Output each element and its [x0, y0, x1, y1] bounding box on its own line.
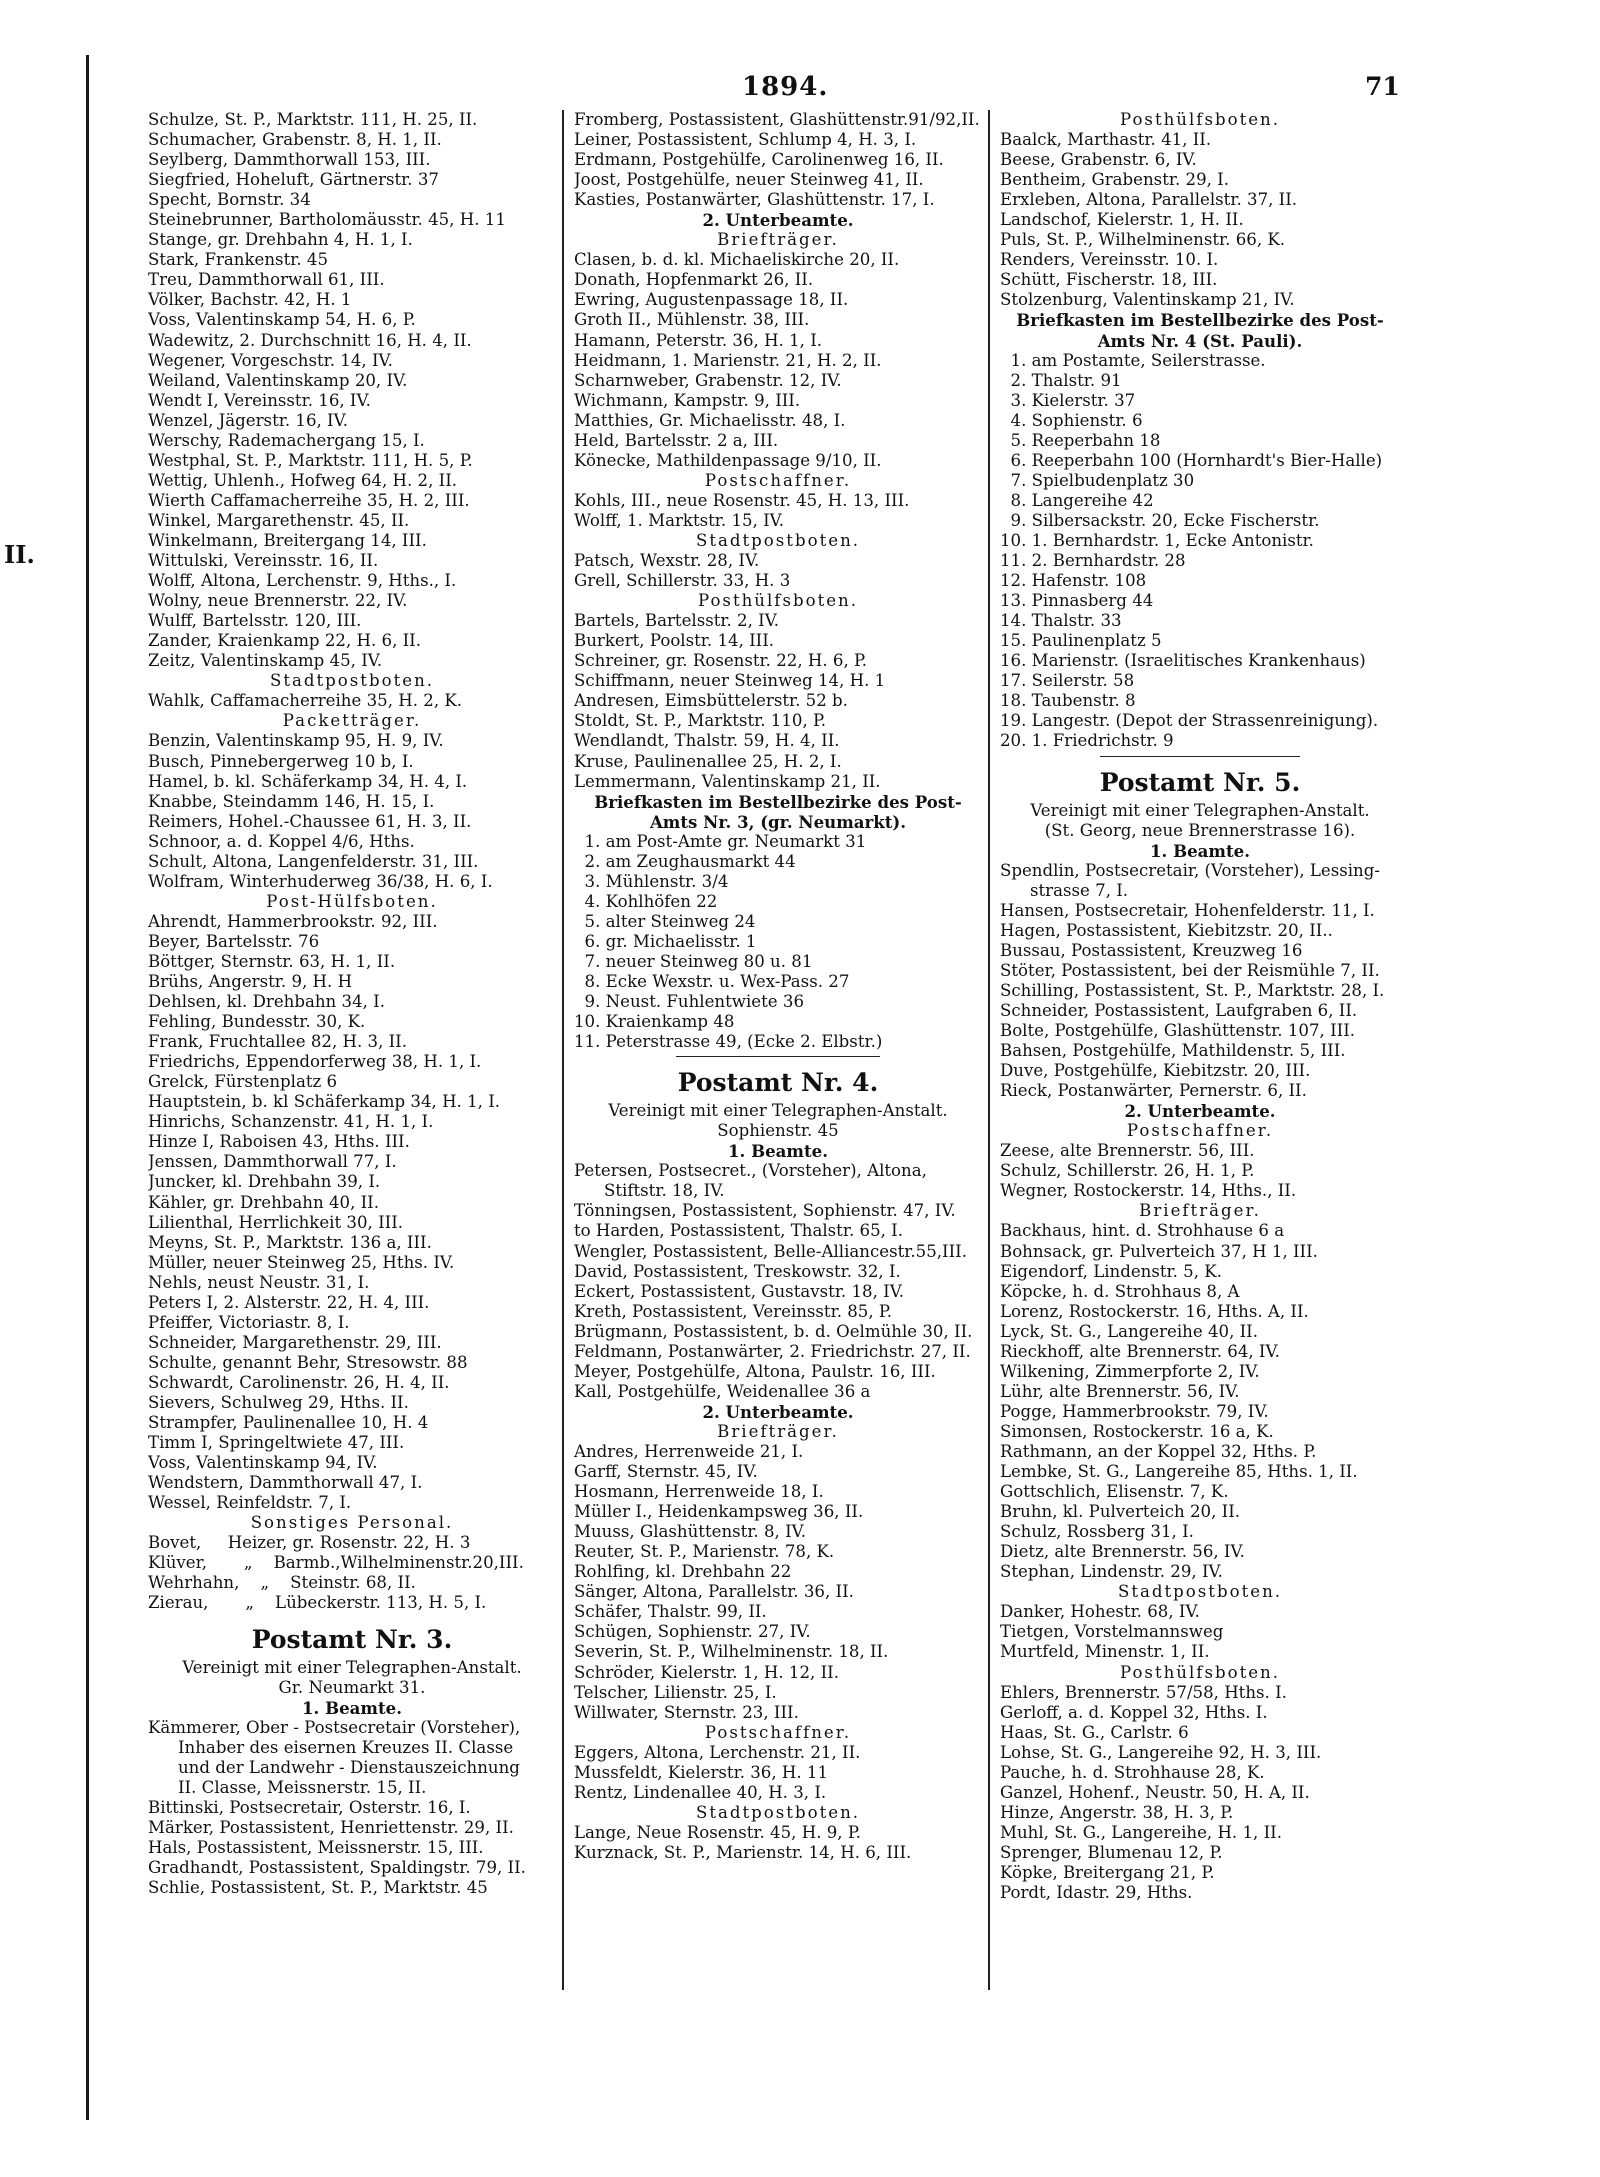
briefkasten-heading: Amts Nr. 3, (gr. Neumarkt).	[649, 811, 907, 832]
directory-entry: Busch, Pinnebergerweg 10 b, I.	[148, 751, 414, 771]
page-year: 1894.	[742, 72, 829, 102]
directory-entry: Lyck, St. G., Langereihe 40, II.	[1000, 1321, 1259, 1341]
directory-entry: Schröder, Kielerstr. 1, H. 12, II.	[574, 1662, 839, 1682]
directory-entry: Zeitz, Valentinskamp 45, IV.	[148, 651, 383, 671]
section-heading: Briefträger.	[717, 230, 839, 250]
section-heading: Post-Hülfsboten.	[266, 891, 438, 911]
directory-entry: Rathmann, an der Koppel 32, Hths. P.	[1000, 1442, 1317, 1461]
directory-entry: Gottschlich, Elisenstr. 7, K.	[1000, 1482, 1229, 1502]
column-right	[1000, 110, 1400, 1990]
directory-entry: Nehls, neust Neustr. 31, I.	[148, 1272, 370, 1292]
directory-entry: Eckert, Postassistent, Gustavstr. 18, IV.	[574, 1281, 905, 1301]
directory-entry: Schulz, Rossberg 31, I.	[1000, 1522, 1194, 1542]
entry-continuation: und der Landwehr - Dienstauszeichnung	[178, 1757, 520, 1777]
directory-entry: 7. Spielbudenplatz 30	[1000, 470, 1195, 490]
directory-entry: 20. 1. Friedrichstr. 9	[1000, 731, 1174, 751]
directory-entry: Pauche, h. d. Strohhause 28, K.	[1000, 1762, 1265, 1782]
previous-page-edge	[0, 55, 88, 2120]
subsection-heading: 1. Beamte.	[728, 1141, 828, 1162]
directory-entry: Wessel, Reinfeldstr. 7, I.	[148, 1493, 352, 1513]
directory-entry: Weiland, Valentinskamp 20, IV.	[148, 370, 408, 390]
section-heading: Posthülfsboten.	[1119, 110, 1281, 129]
directory-entry: Wegner, Rostockerstr. 14, Hths., II.	[1000, 1181, 1297, 1201]
directory-entry: Hamann, Peterstr. 36, H. 1, I.	[574, 330, 823, 350]
directory-entry: Schiffmann, neuer Steinweg 14, H. 1	[574, 671, 886, 691]
directory-entry: Severin, St. P., Wilhelminenstr. 18, II.	[574, 1642, 889, 1662]
directory-entry: Hinze I, Raboisen 43, Hths. III.	[148, 1132, 410, 1152]
directory-entry: Kruse, Paulinenallee 25, H. 2, I.	[574, 751, 842, 771]
directory-entry: Steinebrunner, Bartholomäusstr. 45, H. 11	[148, 210, 506, 230]
directory-entry: Frank, Fruchtallee 82, H. 3, II.	[148, 1032, 408, 1052]
directory-entry: Eigendorf, Lindenstr. 5, K.	[1000, 1261, 1222, 1281]
directory-entry: Wilkening, Zimmerpforte 2, IV.	[1000, 1361, 1260, 1381]
directory-entry: Knabbe, Steindamm 146, H. 15, I.	[148, 791, 435, 811]
directory-entry: Beyer, Bartelsstr. 76	[148, 931, 320, 951]
directory-entry: Stoldt, St. P., Marktstr. 110, P.	[574, 711, 827, 731]
directory-entry: Murtfeld, Minenstr. 1, II.	[1000, 1642, 1210, 1662]
directory-entry: Muhl, St. G., Langereihe, H. 1, II.	[1000, 1822, 1282, 1842]
directory-entry: Wichmann, Kampstr. 9, III.	[574, 390, 801, 410]
directory-entry: Schnoor, a. d. Koppel 4/6, Hths.	[148, 831, 415, 851]
directory-entry: Meyer, Postgehülfe, Altona, Paulstr. 16, III.	[574, 1361, 936, 1381]
directory-entry: Lilienthal, Herrlichkeit 30, III.	[148, 1212, 404, 1232]
directory-entry: Wendt I, Vereinsstr. 16, IV.	[148, 390, 371, 410]
directory-entry: Bolte, Postgehülfe, Glashüttenstr. 107, III.	[1000, 1021, 1356, 1041]
section-rule	[676, 1056, 880, 1057]
directory-entry: Stange, gr. Drehbahn 4, H. 1, I.	[148, 230, 413, 250]
directory-entry: Hinrichs, Schanzenstr. 41, H. 1, I.	[148, 1112, 434, 1132]
directory-entry: Kall, Postgehülfe, Weidenallee 36 a	[574, 1381, 871, 1401]
directory-entry: 5. alter Steinweg 24	[574, 911, 756, 931]
directory-entry: Gerloff, a. d. Koppel 32, Hths. I.	[1000, 1702, 1268, 1722]
directory-entry: Hansen, Postsecretair, Hohenfelderstr. 11, I.	[1000, 900, 1375, 920]
directory-entry: Benzin, Valentinskamp 95, H. 9, IV.	[148, 731, 444, 751]
directory-entry: Pordt, Idastr. 29, Hths.	[1000, 1883, 1193, 1903]
directory-entry: Seylberg, Dammthorwall 153, III.	[148, 150, 431, 170]
directory-entry: Groth II., Mühlenstr. 38, III.	[574, 310, 810, 330]
directory-entry: 3. Kielerstr. 37	[1000, 390, 1136, 410]
postamt-subtitle: (St. Georg, neue Brennerstrasse 16).	[1044, 820, 1356, 840]
directory-entry: Zierau, „ Lübeckerstr. 113, H. 5, I.	[148, 1593, 487, 1613]
directory-entry: Lühr, alte Brennerstr. 56, IV.	[1000, 1381, 1240, 1401]
directory-entry: Bohnsack, gr. Pulverteich 37, H 1, III.	[1000, 1241, 1318, 1261]
directory-entry: Schügen, Sophienstr. 27, IV.	[574, 1622, 811, 1642]
directory-entry: 8. Ecke Wexstr. u. Wex-Pass. 27	[574, 972, 850, 992]
directory-entry: Scharnweber, Grabenstr. 12, IV.	[574, 370, 842, 390]
directory-entry: Specht, Bornstr. 34	[148, 190, 311, 210]
directory-entry: Hauptstein, b. kl Schäferkamp 34, H. 1, I.	[148, 1092, 501, 1112]
subsection-heading: 2. Unterbeamte.	[702, 1401, 854, 1422]
directory-entry: Hamel, b. kl. Schäferkamp 34, H. 4, I.	[148, 771, 468, 791]
directory-entry: Voss, Valentinskamp 54, H. 6, P.	[148, 310, 416, 330]
directory-entry: Ganzel, Hohenf., Neustr. 50, H. A, II.	[1000, 1782, 1310, 1802]
directory-entry: Voss, Valentinskamp 94, IV.	[148, 1453, 378, 1473]
directory-entry: Ahrendt, Hammerbrookstr. 92, III.	[148, 911, 438, 931]
directory-entry: Stephan, Lindenstr. 29, IV.	[1000, 1562, 1223, 1582]
directory-entry: Friedrichs, Eppendorferweg 38, H. 1, I.	[148, 1052, 482, 1072]
directory-entry: Treu, Dammthorwall 61, III.	[148, 270, 385, 290]
directory-entry: Schulte, genannt Behr, Stresowstr. 88	[148, 1352, 468, 1372]
directory-entry: Wehrhahn, „ Steinstr. 68, II.	[148, 1573, 416, 1593]
directory-entry: Muuss, Glashüttenstr. 8, IV.	[574, 1522, 806, 1542]
directory-entry: Puls, St. P., Wilhelminenstr. 66, K.	[1000, 230, 1286, 250]
directory-entry: 3. Mühlenstr. 3/4	[574, 871, 729, 891]
directory-entry: Hinze, Angerstr. 38, H. 3, P.	[1000, 1802, 1234, 1822]
directory-entry: 4. Sophienstr. 6	[1000, 410, 1143, 430]
directory-entry: 19. Langestr. (Depot der Strassenreinigung).	[1000, 711, 1379, 731]
directory-entry: Schulze, St. P., Marktstr. 111, H. 25, II.	[148, 110, 478, 129]
directory-entry: Brügmann, Postassistent, b. d. Oelmühle 30, II.	[574, 1321, 973, 1341]
section-heading: Sonstiges Personal.	[250, 1513, 454, 1533]
directory-entry: Winkel, Margarethenstr. 45, II.	[148, 510, 410, 530]
directory-entry: Sänger, Altona, Parallelstr. 36, II.	[574, 1582, 854, 1602]
directory-entry: Böttger, Sternstr. 63, H. 1, II.	[148, 951, 396, 971]
directory-entry: Grelck, Fürstenplatz 6	[148, 1072, 338, 1092]
directory-entry: Eggers, Altona, Lerchenstr. 21, II.	[574, 1742, 861, 1762]
column-left	[148, 110, 556, 1990]
directory-entry: David, Postassistent, Treskowstr. 32, I.	[574, 1261, 901, 1281]
directory-entry: 7. neuer Steinweg 80 u. 81	[574, 951, 813, 971]
directory-entry: 10. Kraienkamp 48	[574, 1012, 735, 1032]
directory-entry: Siegfried, Hoheluft, Gärtnerstr. 37	[148, 170, 439, 190]
postamt-subtitle: Vereinigt mit einer Telegraphen-Anstalt.	[608, 1101, 948, 1121]
directory-entry: Fehling, Bundesstr. 30, K.	[148, 1012, 366, 1032]
directory-entry: to Harden, Postassistent, Thalstr. 65, I.	[574, 1221, 904, 1241]
directory-entry: Bruhn, kl. Pulverteich 20, II.	[1000, 1502, 1241, 1522]
directory-entry: Jenssen, Dammthorwall 77, I.	[148, 1152, 397, 1172]
directory-entry: Müller I., Heidenkampsweg 36, II.	[574, 1502, 864, 1522]
section-heading: Postschaffner.	[704, 470, 852, 490]
directory-entry: Lembke, St. G., Langereihe 85, Hths. 1, II.	[1000, 1462, 1358, 1482]
column-divider-2	[988, 110, 990, 1990]
directory-entry: Hals, Postassistent, Meissnerstr. 15, III.	[148, 1837, 484, 1857]
directory-entry: Landschof, Kielerstr. 1, H. II.	[1000, 210, 1244, 230]
section-heading: Stadtpostboten.	[269, 671, 435, 691]
directory-entry: Werschy, Rademachergang 15, I.	[148, 430, 425, 450]
directory-entry: Westphal, St. P., Marktstr. 111, H. 5, P.	[148, 450, 473, 470]
section-heading: Posthülfsboten.	[1119, 1662, 1281, 1682]
directory-entry: Völker, Bachstr. 42, H. 1	[148, 290, 352, 310]
section-rule	[1100, 756, 1300, 757]
column-middle	[574, 110, 982, 1990]
subsection-heading: 2. Unterbeamte.	[1124, 1101, 1276, 1122]
directory-entry: 9. Neust. Fuhlentwiete 36	[574, 992, 804, 1012]
directory-entry: Juncker, kl. Drehbahn 39, I.	[148, 1172, 381, 1192]
directory-entry: Klüver, „ Barmb.,Wilhelminenstr.20,III.	[148, 1553, 524, 1573]
directory-entry: Wendlandt, Thalstr. 59, H. 4, II.	[574, 731, 840, 751]
directory-entry: Wulff, Bartelsstr. 120, III.	[148, 611, 362, 631]
directory-entry: Schulz, Schillerstr. 26, H. 1, P.	[1000, 1161, 1255, 1181]
section-heading: Briefträger.	[1139, 1201, 1261, 1221]
directory-entry: Wahlk, Caffamacherreihe 35, H. 2, K.	[148, 691, 463, 711]
postamt-subtitle: Sophienstr. 45	[717, 1121, 839, 1141]
directory-entry: Müller, neuer Steinweg 25, Hths. IV.	[148, 1252, 455, 1272]
directory-entry: Dehlsen, kl. Drehbahn 34, I.	[148, 992, 386, 1012]
directory-entry: 10. 1. Bernhardstr. 1, Ecke Antonistr.	[1000, 530, 1314, 550]
directory-entry: Kämmerer, Ober - Postsecretair (Vorsteher),	[148, 1717, 521, 1737]
directory-entry: Timm I, Springeltwiete 47, III.	[148, 1433, 405, 1453]
directory-entry: Wadewitz, 2. Durchschnitt 16, H. 4, II.	[148, 330, 472, 350]
directory-entry: Wengler, Postassistent, Belle-Alliancestr.55,III.	[574, 1241, 967, 1261]
directory-entry: Stolzenburg, Valentinskamp 21, IV.	[1000, 290, 1295, 310]
directory-entry: 11. Peterstrasse 49, (Ecke 2. Elbstr.)	[574, 1032, 883, 1052]
directory-entry: Wenzel, Jägerstr. 16, IV.	[148, 410, 348, 430]
postamt-subtitle: Gr. Neumarkt 31.	[278, 1677, 426, 1697]
directory-entry: Rohlfing, kl. Drehbahn 22	[574, 1562, 792, 1582]
directory-entry: Schilling, Postassistent, St. P., Marktstr. 28, I.	[1000, 980, 1385, 1000]
directory-entry: Strampfer, Paulinenallee 10, H. 4	[148, 1413, 429, 1433]
directory-entry: Heidmann, 1. Marienstr. 21, H. 2, II.	[574, 350, 882, 370]
directory-entry: 1. am Post-Amte gr. Neumarkt 31	[574, 831, 867, 851]
directory-entry: Wolfram, Winterhuderweg 36/38, H. 6, I.	[148, 871, 493, 891]
directory-entry: Wittulski, Vereinsstr. 16, II.	[148, 551, 379, 571]
directory-entry: Lohse, St. G., Langereihe 92, H. 3, III.	[1000, 1742, 1322, 1762]
directory-entry: Winkelmann, Breitergang 14, III.	[148, 530, 427, 550]
directory-entry: Tietgen, Vorstelmannsweg	[1000, 1622, 1224, 1642]
section-heading: Postschaffner.	[1126, 1121, 1274, 1141]
directory-entry: Garff, Sternstr. 45, IV.	[574, 1462, 758, 1482]
directory-entry: Bartels, Bartelsstr. 2, IV.	[574, 611, 780, 631]
directory-entry: Baalck, Marthastr. 41, II.	[1000, 130, 1212, 150]
directory-entry: Rentz, Lindenallee 40, H. 3, I.	[574, 1782, 827, 1802]
briefkasten-heading: Briefkasten im Bestellbezirke des Post-	[594, 791, 962, 812]
directory-entry: 8. Langereihe 42	[1000, 490, 1154, 510]
directory-entry: Rieckhoff, alte Brennerstr. 64, IV.	[1000, 1341, 1280, 1361]
directory-entry: Ehlers, Brennerstr. 57/58, Hths. I.	[1000, 1682, 1287, 1702]
directory-entry: Kohls, III., neue Rosenstr. 45, H. 13, III.	[574, 490, 910, 510]
directory-entry: Bahsen, Postgehülfe, Mathildenstr. 5, III.	[1000, 1041, 1346, 1061]
directory-entry: Leiner, Postassistent, Schlump 4, H. 3, I.	[574, 130, 917, 150]
directory-entry: 5. Reeperbahn 18	[1000, 430, 1161, 450]
directory-entry: Donath, Hopfenmarkt 26, II.	[574, 270, 814, 290]
entry-continuation: strasse 7, I.	[1030, 880, 1129, 900]
directory-entry: Wolny, neue Brennerstr. 22, IV.	[148, 591, 408, 611]
directory-entry: Joost, Postgehülfe, neuer Steinweg 41, II.	[574, 170, 924, 190]
directory-entry: Held, Bartelsstr. 2 a, III.	[574, 430, 779, 450]
directory-entry: Könecke, Mathildenpassage 9/10, II.	[574, 450, 882, 470]
directory-entry: Zeese, alte Brennerstr. 56, III.	[1000, 1141, 1255, 1161]
section-heading: Stadtpostboten.	[1117, 1582, 1283, 1602]
directory-entry: Simonsen, Rostockerstr. 16 a, K.	[1000, 1421, 1274, 1441]
directory-entry: Fromberg, Postassistent, Glashüttenstr.91/92,II.	[574, 110, 980, 129]
directory-entry: Pfeiffer, Victoriastr. 8, I.	[148, 1312, 350, 1332]
directory-entry: Schneider, Margarethenstr. 29, III.	[148, 1332, 442, 1352]
directory-entry: Ewring, Augustenpassage 18, II.	[574, 290, 849, 310]
directory-entry: Wegener, Vorgeschstr. 14, IV.	[148, 350, 393, 370]
directory-entry: 1. am Postamte, Seilerstrasse.	[1000, 350, 1266, 370]
directory-entry: 12. Hafenstr. 108	[1000, 571, 1147, 591]
directory-entry: 13. Pinnasberg 44	[1000, 591, 1154, 611]
directory-entry: Mussfeldt, Kielerstr. 36, H. 11	[574, 1762, 829, 1782]
postamt-title: Postamt Nr. 4.	[677, 1068, 879, 1098]
directory-entry: Clasen, b. d. kl. Michaeliskirche 20, II.	[574, 250, 900, 270]
directory-entry: Schwardt, Carolinenstr. 26, H. 4, II.	[148, 1372, 450, 1392]
directory-entry: Gradhandt, Postassistent, Spaldingstr. 79, II.	[148, 1857, 526, 1877]
directory-entry: Bentheim, Grabenstr. 29, I.	[1000, 170, 1230, 190]
entry-continuation: Stiftstr. 18, IV.	[604, 1181, 725, 1201]
directory-entry: Meyns, St. P., Marktstr. 136 a, III.	[148, 1232, 432, 1252]
directory-entry: Köpke, Breitergang 21, P.	[1000, 1862, 1215, 1882]
directory-entry: Sievers, Schulweg 29, Hths. II.	[148, 1393, 409, 1412]
directory-entry: Pogge, Hammerbrookstr. 79, IV.	[1000, 1401, 1269, 1421]
entry-continuation: Inhaber des eisernen Kreuzes II. Classe	[178, 1737, 514, 1757]
directory-entry: Märker, Postassistent, Henriettenstr. 29, II.	[148, 1817, 514, 1837]
directory-entry: Hagen, Postassistent, Kiebitzstr. 20, II..	[1000, 920, 1333, 940]
directory-entry: 6. Reeperbahn 100 (Hornhardt's Bier-Halle)	[1000, 450, 1383, 470]
page-number: 71	[1365, 72, 1400, 101]
directory-entry: 2. Thalstr. 91	[1000, 370, 1122, 390]
directory-entry: 14. Thalstr. 33	[1000, 611, 1122, 631]
directory-entry: 18. Taubenstr. 8	[1000, 691, 1136, 711]
directory-entry: Lorenz, Rostockerstr. 16, Hths. A, II.	[1000, 1301, 1309, 1321]
directory-entry: Kasties, Postanwärter, Glashüttenstr. 17, I.	[574, 190, 935, 210]
briefkasten-heading: Briefkasten im Bestellbezirke des Post-	[1016, 310, 1384, 331]
directory-entry: Wolff, 1. Marktstr. 15, IV.	[574, 510, 785, 530]
directory-entry: Schreiner, gr. Rosenstr. 22, H. 6, P.	[574, 651, 868, 671]
directory-entry: Petersen, Postsecret., (Vorsteher), Altona,	[574, 1161, 927, 1181]
directory-entry: Bovet, Heizer, gr. Rosenstr. 22, H. 3	[148, 1533, 471, 1553]
directory-entry: Telscher, Lilienstr. 25, I.	[574, 1682, 777, 1702]
directory-entry: 6. gr. Michaelisstr. 1	[574, 931, 757, 951]
postamt-subtitle: Vereinigt mit einer Telegraphen-Anstalt.	[182, 1657, 522, 1677]
directory-entry: 16. Marienstr. (Israelitisches Krankenhaus)	[1000, 651, 1366, 671]
section-heading: Postschaffner.	[704, 1722, 852, 1742]
directory-entry: Wendstern, Dammthorwall 47, I.	[148, 1473, 423, 1493]
directory-entry: Willwater, Sternstr. 23, III.	[574, 1702, 799, 1722]
directory-entry: Danker, Hohestr. 68, IV.	[1000, 1602, 1200, 1622]
directory-entry: Brühs, Angerstr. 9, H. H	[148, 972, 353, 992]
directory-entry: Hosmann, Herrenweide 18, I.	[574, 1482, 824, 1502]
subsection-heading: 2. Unterbeamte.	[702, 210, 854, 231]
directory-entry: Bussau, Postassistent, Kreuzweg 16	[1000, 940, 1303, 960]
directory-entry: Köpcke, h. d. Strohhaus 8, A	[1000, 1281, 1240, 1301]
section-heading: Briefträger.	[717, 1421, 839, 1441]
directory-entry: Matthies, Gr. Michaelisstr. 48, I.	[574, 410, 846, 430]
directory-entry: Burkert, Poolstr. 14, III.	[574, 631, 775, 651]
directory-entry: Schütt, Fischerstr. 18, III.	[1000, 270, 1218, 290]
directory-entry: Zander, Kraienkamp 22, H. 6, II.	[148, 631, 422, 651]
directory-entry: 4. Kohlhöfen 22	[574, 891, 718, 911]
directory-entry: Kreth, Postassistent, Vereinsstr. 85, P.	[574, 1301, 892, 1321]
directory-entry: Dietz, alte Brennerstr. 56, IV.	[1000, 1542, 1245, 1562]
postamt-subtitle: Vereinigt mit einer Telegraphen-Anstalt.	[1030, 800, 1370, 820]
directory-entry: Bittinski, Postsecretair, Osterstr. 16, I.	[148, 1797, 471, 1817]
directory-entry: Stark, Frankenstr. 45	[148, 250, 329, 270]
directory-entry: Schäfer, Thalstr. 99, II.	[574, 1602, 767, 1622]
previous-page-fragment: II.	[4, 540, 35, 569]
directory-entry: Stöter, Postassistent, bei der Reismühle 7, II.	[1000, 960, 1380, 980]
directory-entry: Rieck, Postanwärter, Pernerstr. 6, II.	[1000, 1081, 1307, 1101]
postamt-title: Postamt Nr. 5.	[1099, 767, 1301, 797]
directory-entry: 11. 2. Bernhardstr. 28	[1000, 551, 1186, 571]
directory-entry: Erxleben, Altona, Parallelstr. 37, II.	[1000, 190, 1298, 210]
subsection-heading: 1. Beamte.	[1150, 840, 1250, 861]
directory-entry: Schumacher, Grabenstr. 8, H. 1, II.	[148, 130, 442, 150]
directory-entry: Andresen, Eimsbüttelerstr. 52 b.	[574, 691, 848, 711]
directory-entry: Haas, St. G., Carlstr. 6	[1000, 1722, 1189, 1742]
directory-entry: Renders, Vereinsstr. 10. I.	[1000, 250, 1219, 270]
directory-entry: Tönningsen, Postassistent, Sophienstr. 47, IV.	[574, 1201, 956, 1221]
directory-entry: Wolff, Altona, Lerchenstr. 9, Hths., I.	[148, 571, 457, 591]
directory-entry: Sprenger, Blumenau 12, P.	[1000, 1842, 1223, 1862]
directory-entry: Reuter, St. P., Marienstr. 78, K.	[574, 1542, 835, 1562]
directory-entry: Schneider, Postassistent, Laufgraben 6, II.	[1000, 1000, 1358, 1020]
directory-entry: Reimers, Hohel.-Chaussee 61, H. 3, II.	[148, 811, 472, 831]
previous-page-rule	[86, 55, 89, 2120]
directory-entry: Lange, Neue Rosenstr. 45, H. 9, P.	[574, 1822, 861, 1842]
directory-entry: Peters I, 2. Alsterstr. 22, H. 4, III.	[148, 1292, 430, 1312]
directory-entry: 9. Silbersackstr. 20, Ecke Fischerstr.	[1000, 510, 1320, 530]
directory-entry: Beese, Grabenstr. 6, IV.	[1000, 150, 1197, 170]
subsection-heading: 1. Beamte.	[302, 1697, 402, 1718]
section-heading: Packetträger.	[282, 711, 422, 731]
directory-entry: Andres, Herrenweide 21, I.	[574, 1442, 804, 1461]
directory-entry: 2. am Zeughausmarkt 44	[574, 851, 796, 871]
section-heading: Posthülfsboten.	[697, 591, 859, 611]
section-heading: Stadtpostboten.	[695, 1802, 861, 1822]
directory-entry: Kurznack, St. P., Marienstr. 14, H. 6, III.	[574, 1842, 912, 1862]
section-heading: Stadtpostboten.	[695, 530, 861, 550]
directory-entry: 17. Seilerstr. 58	[1000, 671, 1135, 691]
entry-continuation: II. Classe, Meissnerstr. 15, II.	[178, 1777, 427, 1797]
briefkasten-heading: Amts Nr. 4 (St. Pauli).	[1097, 330, 1303, 351]
directory-entry: Patsch, Wexstr. 28, IV.	[574, 551, 760, 571]
directory-entry: Schlie, Postassistent, St. P., Marktstr. 45	[148, 1878, 488, 1898]
directory-entry: Lemmermann, Valentinskamp 21, II.	[574, 771, 881, 791]
directory-entry: Backhaus, hint. d. Strohhause 6 a	[1000, 1221, 1285, 1241]
column-divider-1	[562, 110, 564, 1990]
directory-entry: Grell, Schillerstr. 33, H. 3	[574, 571, 791, 591]
directory-entry: Duve, Postgehülfe, Kiebitzstr. 20, III.	[1000, 1061, 1311, 1081]
directory-entry: Kähler, gr. Drehbahn 40, II.	[148, 1192, 379, 1212]
directory-entry: 15. Paulinenplatz 5	[1000, 631, 1162, 651]
postamt-title: Postamt Nr. 3.	[251, 1624, 453, 1654]
directory-entry: Erdmann, Postgehülfe, Carolinenweg 16, II.	[574, 150, 944, 170]
directory-entry: Wettig, Uhlenh., Hofweg 64, H. 2, II.	[148, 470, 458, 490]
directory-entry: Wierth Caffamacherreihe 35, H. 2, III.	[148, 490, 470, 510]
directory-entry: Schult, Altona, Langenfelderstr. 31, III.	[148, 851, 479, 871]
directory-entry: Feldmann, Postanwärter, 2. Friedrichstr. 27, II.	[574, 1341, 971, 1361]
directory-entry: Spendlin, Postsecretair, (Vorsteher), Lessing-	[1000, 860, 1380, 880]
